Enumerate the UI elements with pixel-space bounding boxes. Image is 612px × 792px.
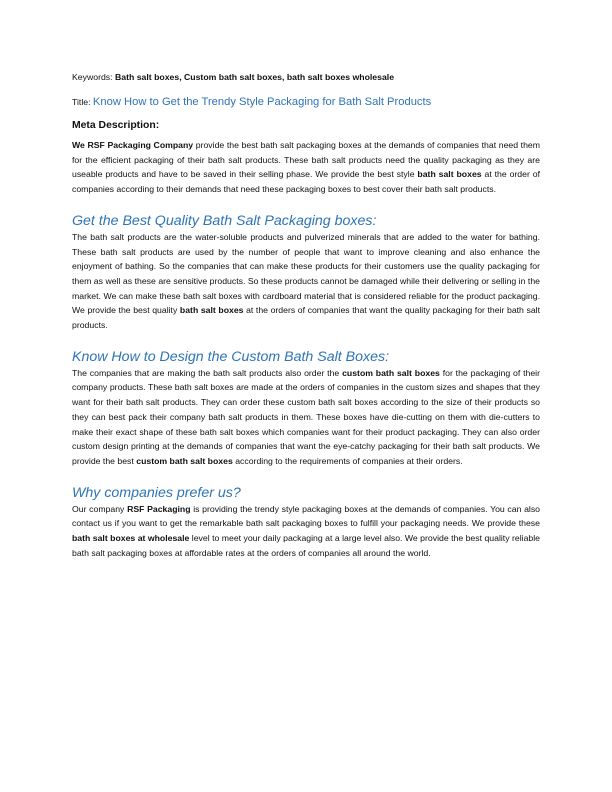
keywords-value: Bath salt boxes, Custom bath salt boxes, bath salt boxes wholesale	[114, 72, 395, 82]
document-page	[72, 70, 540, 560]
text-segment: level to meet your daily packaging at a large level also. We provide the best quality reliable bath salt packaging boxes at affordable rates at the orders of companies all around the world.	[72, 533, 540, 558]
text-segment: according to the requirements of companies at their orders.	[232, 455, 463, 466]
keywords-line	[72, 70, 540, 84]
text-segment: The bath salt products are the water-soluble products and pulverized minerals that are added to the water for bathing. These bath salt products are used by the number of people that want to improve cleaning and also enhance the enjoyment of bathing. So the companies that can make these products for their customers use the quality packaging for them as well as these are sensitive products. So these products cannot be damaged while their delivering or selling in the market. We can make these bath salt boxes with cardboard material that is considered reliable for the product packaging. We provide the best quality	[72, 231, 540, 316]
bold-text-segment: custom bath salt boxes	[136, 455, 233, 466]
bold-text-segment: bath salt boxes	[417, 169, 482, 180]
section-paragraph-design	[72, 366, 540, 469]
text-segment: provide the best bath salt packaging boxes at the demands of companies that need them for the efficient packaging of their bath salt products. These bath salt products need the quality packaging as they are useable products and have to be saved in their selling phase. We provide the best style	[72, 140, 540, 180]
bold-text-segment: RSF Packaging	[127, 503, 191, 514]
bold-text-segment: bath salt boxes	[179, 305, 244, 316]
meta-description-paragraph	[72, 138, 540, 197]
text-segment: at the orders of companies that want the quality packaging for their bath salt products.	[72, 305, 540, 331]
title-line	[72, 94, 540, 110]
title-label: Title:	[72, 97, 93, 107]
keywords-label: Keywords:	[72, 72, 115, 82]
section-heading-design: Know How to Design the Custom Bath Salt Boxes:	[72, 348, 390, 365]
text-segment: Our company	[72, 503, 128, 514]
bold-text-segment: bath salt boxes at wholesale	[72, 533, 190, 544]
section-paragraph-why-us	[72, 502, 540, 561]
meta-description-heading: Meta Description:	[72, 120, 160, 131]
text-segment: is providing the trendy style packaging boxes at the demands of companies. You can also contact us if you want to get the remarkable bath salt packaging boxes to fulfill your packaging needs. We provide these	[72, 503, 541, 529]
text-segment: for the packaging of their company products. These bath salt boxes are made at the orders of companies in the custom sizes and shapes that they want for their bath salt products. They can order these custom bath salt boxes according to the size of their products so they can best pack their company bath salt products in them. These boxes have die-cutting on them with die-cutters to make their exact shape of these bath salt boxes which companies want for their product packaging. They can also order custom design printing at the demands of companies that want the eye-catchy packaging for their bath salt products. We provide the best	[72, 367, 540, 466]
section-paragraph-quality	[72, 230, 540, 333]
bold-text-segment: custom bath salt boxes	[342, 367, 440, 378]
bold-text-segment: We RSF Packaging Company	[72, 140, 194, 150]
title-value: Know How to Get the Trendy Style Packaging for Bath Salt Products	[92, 96, 432, 108]
text-segment: at the order of companies according to their demands that need these packaging boxes to best cover their bath salt products.	[72, 169, 540, 195]
text-segment: The companies that are making the bath salt products also order the	[72, 367, 343, 378]
section-heading-why-us: Why companies prefer us?	[72, 484, 241, 501]
section-heading-quality: Get the Best Quality Bath Salt Packaging boxes:	[72, 212, 377, 229]
